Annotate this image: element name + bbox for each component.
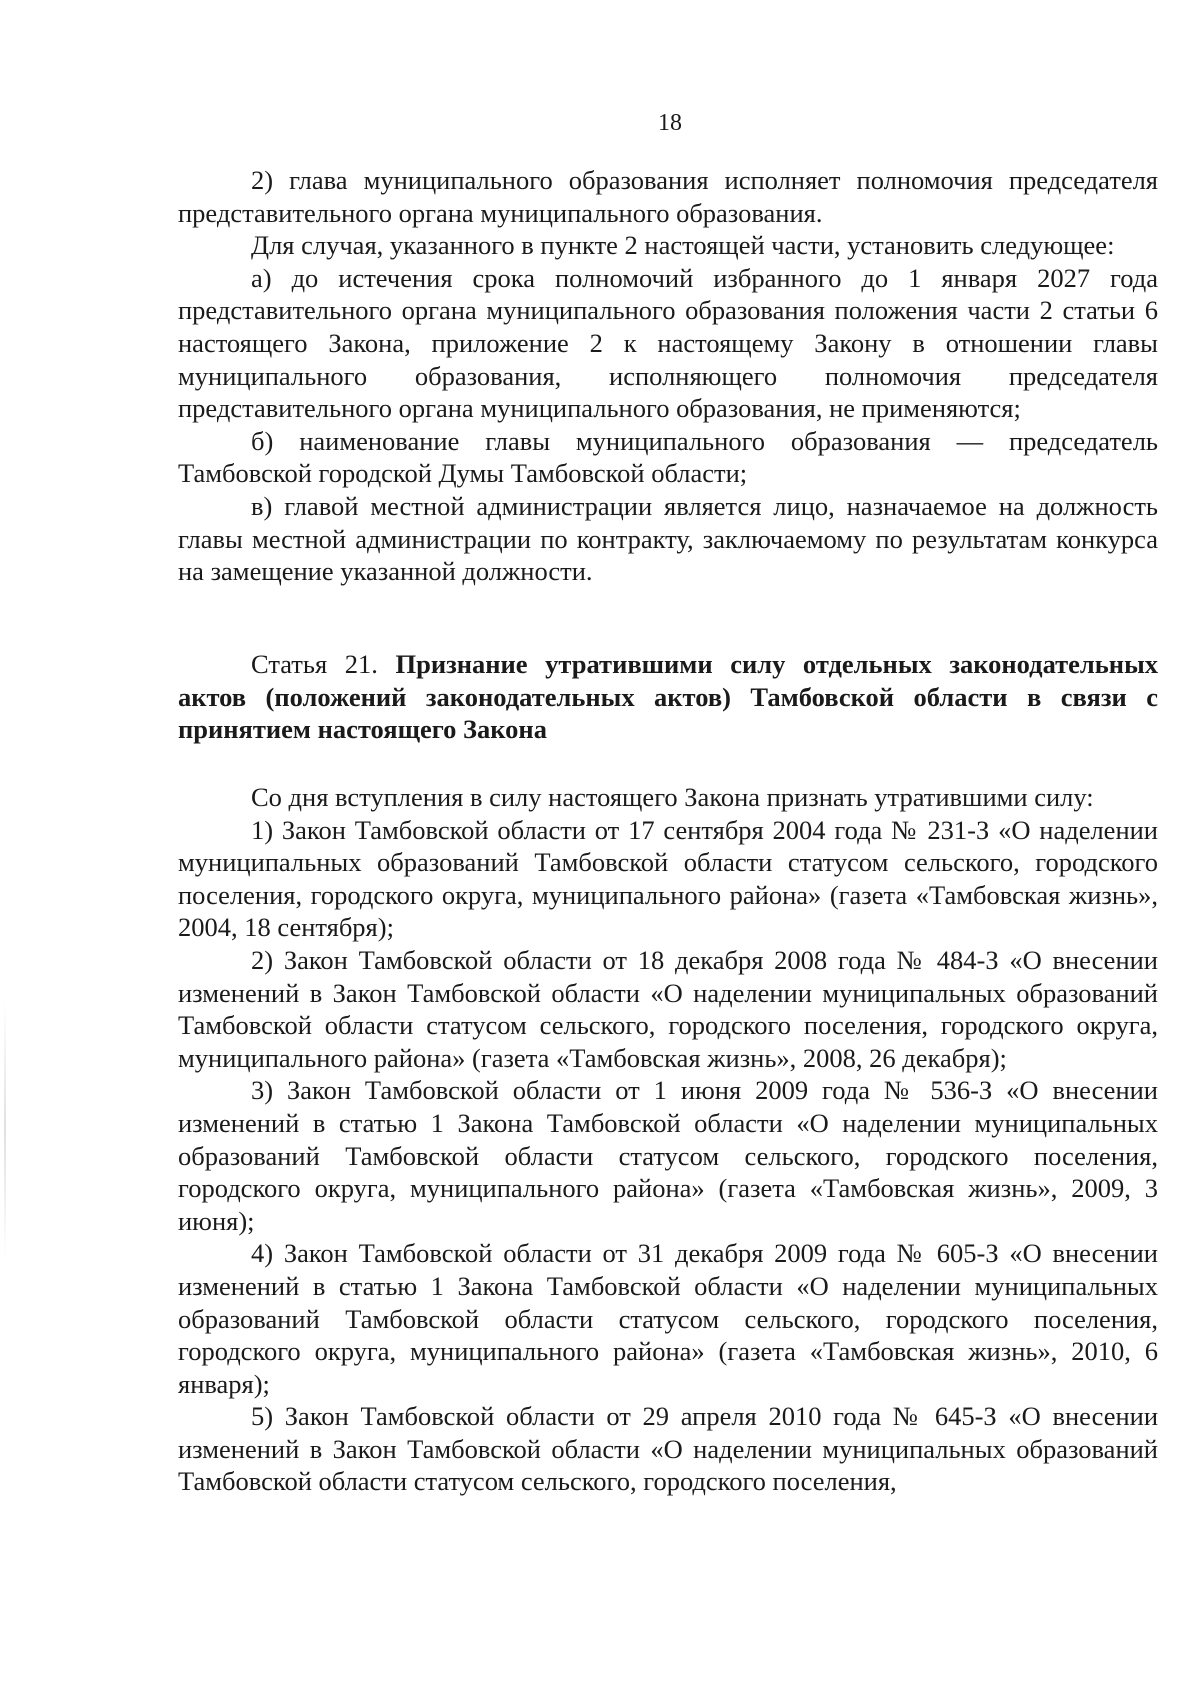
page-number: 18: [658, 110, 682, 136]
list-item: 1) Закон Тамбовской области от 17 сентября 2004 года № 231-З «О наделении муниципальных образований Тамбовской области статусом сельского, городского поселения, городского округа, муниципального района» (газета «Тамбовская жизнь», 2004, 18 сентября);: [178, 814, 1158, 943]
list-item: 4) Закон Тамбовской области от 31 декабря 2009 года № 605-З «О внесении изменений в статью 1 Закона Тамбовской области «О наделении муниципальных образований Тамбовской области статусом сельского, городского поселения, городского округа, муниципального района» (газета «Тамбовская жизнь», 2010, 6 января);: [178, 1238, 1158, 1399]
list-item: 2) Закон Тамбовской области от 18 декабря 2008 года № 484-З «О внесении изменений в Закон Тамбовской области «О наделении муниципальных образований Тамбовской области статусом сельского, городского поселения, городского округа, муниципального района» (газета «Тамбовская жизнь», 2008, 26 декабря);: [178, 944, 1158, 1073]
article-heading-line: [178, 648, 1158, 746]
paragraph: 2) глава муниципального образования исполняет полномочия председателя представительного органа муниципального образования.: [178, 165, 1158, 228]
paragraph: Для случая, указанного в пункте 2 настоящей части, установить следующее:: [251, 230, 1115, 261]
list-item: 5) Закон Тамбовской области от 29 апреля 2010 года № 645-З «О внесении изменений в Закон Тамбовской области «О наделении муниципальных образований Тамбовской области статусом сельского, городского поселения,: [178, 1401, 1158, 1497]
article-number: Статья 21.: [251, 649, 378, 679]
scan-edge-shading: [4, 1000, 6, 1260]
article-heading: [178, 648, 1158, 746]
section-part-1: [178, 164, 1158, 588]
paragraph: а) до истечения срока полномочий избранного до 1 января 2027 года представительного органа муниципального образования положения части 2 статьи 6 настоящего Закона, приложение 2 к настоящему Закону в отношении главы муниципального образования, исполняющего полномочия председателя представительного органа муниципального образования, не применяются;: [178, 262, 1158, 424]
list-item: 3) Закон Тамбовской области от 1 июня 2009 года № 536-З «О внесении изменений в статью 1 Закона Тамбовской области «О наделении муниципальных образований Тамбовской области статусом сельского, городского поселения, городского округа, муниципального района» (газета «Тамбовская жизнь», 2009, 3 июня);: [178, 1075, 1158, 1236]
section-part-2: [178, 781, 1158, 1498]
paragraph: Со дня вступления в силу настоящего Закона признать утратившими силу:: [251, 782, 1094, 812]
paragraph: б) наименование главы муниципального образования — председатель Тамбовской городской Думы Тамбовской области;: [178, 425, 1158, 489]
article-title: Признание утратившими силу отдельных законодательных актов (положений законодательных актов) Тамбовской области в связи с принятием настоящего Закона: [178, 649, 1159, 745]
paragraph: в) главой местной администрации является лицо, назначаемое на должность главы местной администрации по контракту, заключаемому по результатам конкурса на замещение указанной должности.: [178, 490, 1158, 587]
